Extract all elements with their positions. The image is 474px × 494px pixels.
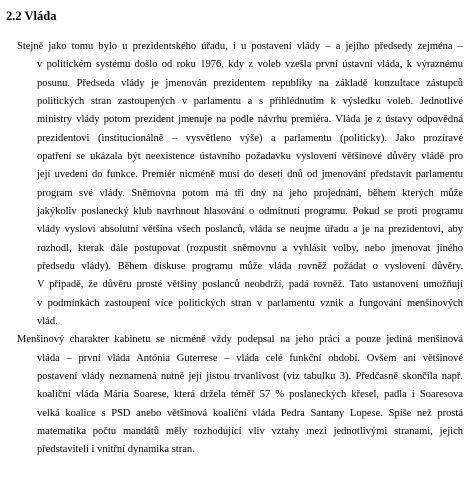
text-line: vlád. — [37, 315, 58, 327]
text-line: koaliční vláda Mária Soarese, která držela téměř 57 % poslaneckých křesel, padla i Soaresova — [37, 389, 463, 401]
text-line: opatření se ukázala být neexistence ústavního požadavku vyslovení většinové důvěry vládě pro — [37, 150, 463, 162]
body-text — [17, 38, 463, 460]
section-heading: 2.2 Vláda — [6, 9, 57, 23]
text-line: Menšinový charakter kabinetu se nicméně vždy podepsal na jeho práci a pouze jediná menšinová — [17, 334, 463, 346]
text-line: vlády vysloví absolutní většina všech poslanců, vláda se neujme úřadu a je na prezidentovi, aby — [37, 224, 463, 236]
text-line: program své vlády. Sněmovna potom má tři dny na jeho projednání, během kterých může — [37, 187, 463, 199]
text-line: prezidentovi (institucionálně – vysvětleno výše) a parlamentu (politicky). Jako prozíravé — [37, 132, 463, 144]
text-line: jakýkoliv poslanecký klub navrhnout hlasování o odmítnutí programu. Pokud se proti programu — [37, 205, 463, 217]
text-line: postavení vlády neznamená nutně její jistou trvanlivost (viz tabulku 3). Předčasně skončila např. — [37, 370, 463, 382]
text-line: v politickém systému došlo od roku 1976, kdy z voleb vzešla první ústavní vláda, k výraznému — [37, 59, 463, 71]
text-line: předsedu vlády). Během diskuse programu může vláda rovněž požádat o vyslovení důvěry. — [37, 260, 463, 272]
text-line: ministry vlády potom prezident jmenuje na podle návrhu premiéra. Vláda je z ústavy odpovědná — [37, 114, 463, 126]
text-line: V případě, že důvěru prosté většiny poslanců neobdrží, padá rovněž. Tato ustanovení umožňují — [37, 279, 463, 291]
text-line: posunu. Předseda vlády je jmenován prezidentem republiky na základě konzultace zástupců — [37, 77, 463, 89]
text-line: velká koalice s PSD anebo většinová koaliční vláda Pedra Santany Lopese. Spíše než prostá — [37, 407, 463, 419]
text-line: v podmínkách zastoupení více politických stran v parlamentu vznik a fungování menšinových — [37, 297, 463, 309]
text-line: politických stran zastoupených v parlamentu a s přihlédnutím k výsledku voleb. Jednotlivé — [37, 95, 463, 107]
text-line: vláda – první vláda Antónia Guterrese – vláda celé funkční období. Ovšem ani většinové — [37, 352, 463, 364]
text-line: matematika počtu mandátů měly rozhodující vliv vztahy mezi jednotlivými stranami, jejich — [37, 425, 463, 437]
text-line: rozhodl, kterak dále postupovat (rozpustit sněmovnu a vyhlásit volby, nebo jmenovat jiného — [37, 242, 463, 254]
text-line: představiteli i vnitřní dynamika stran. — [37, 444, 195, 456]
text-line: Stejně jako tomu bylo u prezidentského úřadu, i u postavení vlády – a jejího předsedy zejména – — [17, 41, 463, 52]
text-line: její uvedení do funkce. Premiér nicméně musí do deseti dnů od jmenování představit parlamentu — [37, 169, 463, 181]
